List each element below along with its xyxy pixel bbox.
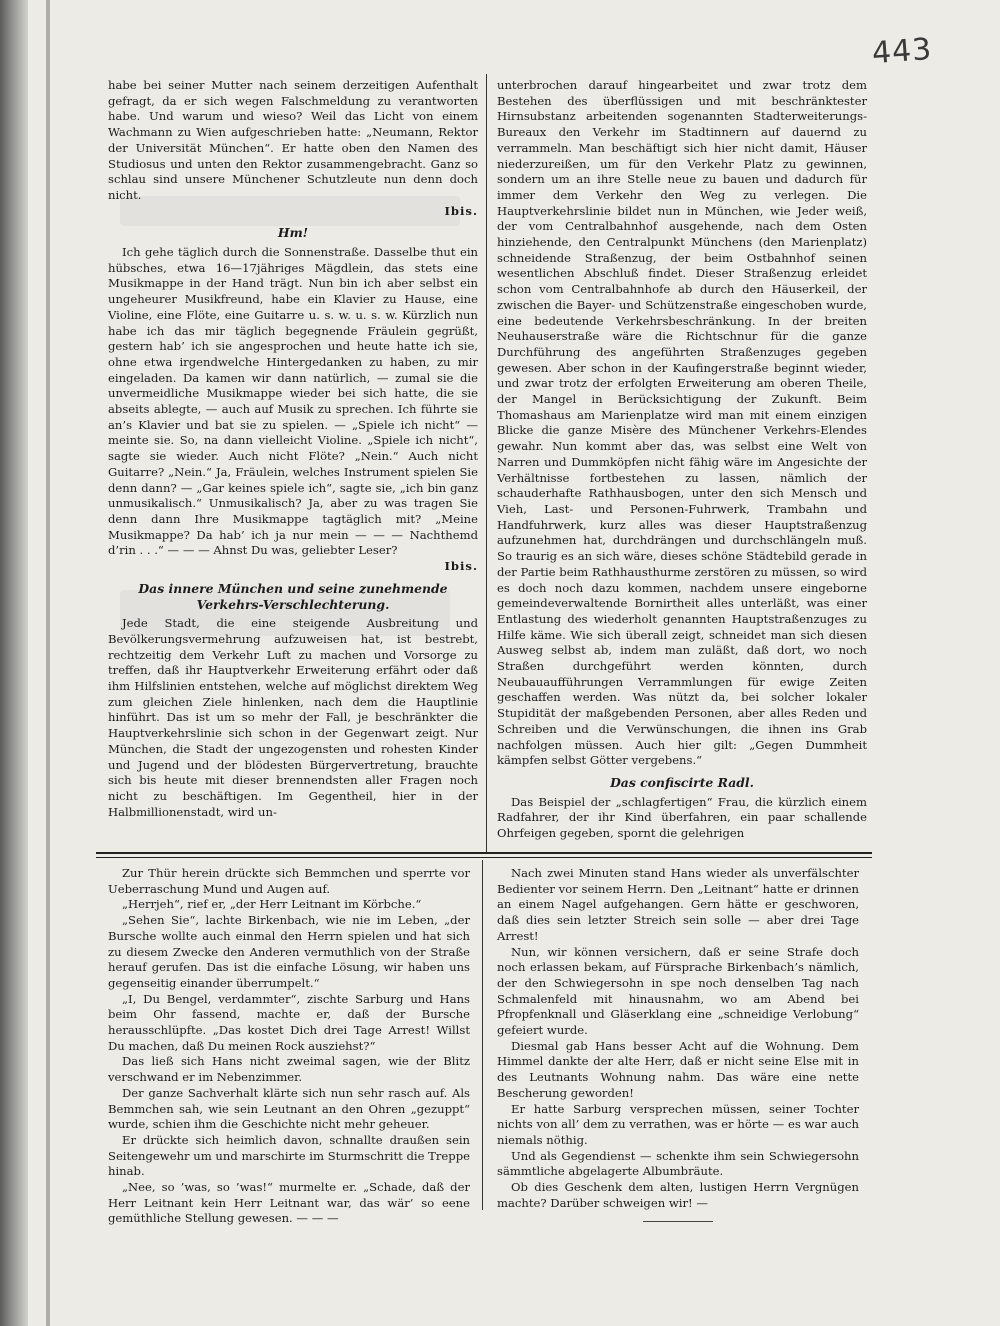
story-paragraph: Er hatte Sarburg versprechen müssen, seiner Tochter nichts von all’ dem zu verrathen, was er hörte — es war auch niemals nöthig. <box>497 1101 859 1147</box>
story-paragraph: Nun, wir können versichern, daß er seine Strafe doch noch erlassen bekam, auf Fürsprache Birkenbach’s nämlich, der den Schwiegersohn in spe noch denselben Tag nach Schmalenfeld mit hinausnahm, wo am Abend bei Pfropfenknall und Gläserklang eine „schneidige Verlobung“ gefeiert wurde. <box>497 944 859 1038</box>
story-paragraph: Zur Thür herein drückte sich Bemmchen und sperrte vor Ueberraschung Mund und Augen auf. <box>108 866 470 896</box>
handwritten-page-number: 443 <box>870 31 934 72</box>
story-paragraph: „Herrjeh“, rief er, „der Herr Leitnant im Körbche.“ <box>122 897 422 912</box>
article-heading: Das confiscirte Radl. <box>610 774 754 790</box>
column-divider <box>482 860 483 1210</box>
story-paragraph: Ob dies Geschenk dem alten, lustigen Herrn Vergnügen machte? Darüber schweigen wir! — <box>497 1180 859 1210</box>
story-paragraph: Das ließ sich Hans nicht zweimal sagen, wie der Blitz verschwand er im Nebenzimmer. <box>108 1054 470 1085</box>
story-paragraph: „Sehen Sie“, lachte Birkenbach, wie nie im Leben, „der Bursche wollte auch einmal den Herrn spielen und hat sich zu diesem Zwecke den Anderen vermuthlich von der Straße herauf gerufen. Das ist die einfache Lösung, wir haben uns gegenseitig einander überrumpelt.“ <box>108 913 470 990</box>
column-divider <box>486 74 487 852</box>
story-paragraph: „Nee, so ’was, so ’was!“ murmelte er. „Schade, daß der Herr Leitnant kein Herr Leitnant war, das wär’ so eene gemüthliche Stellung gewesen. — — — <box>108 1180 470 1226</box>
article-heading: Hm! <box>277 225 309 241</box>
article-paragraph: Das Beispiel der „schlagfertigen“ Frau, die kürzlich einem Radfahrer, der ihr Kind überfahren, ein paar schallende Ohrfeigen gegeben, spornt die gelehrigen <box>497 794 867 841</box>
scan-binding-edge <box>0 0 28 1326</box>
article-paragraph: unterbrochen darauf hingearbeitet und zwar trotz dem Bestehen des überflüssigen und mit beschränktester Hirnsubstanz arbeitenden sogenannten Stadterweiterungs-Bureaux den Verkehr im Stadtinnern auf dauernd zu verrammeln. Man beschäftigt sich hier nicht damit, Häuser niederzureißen, um für den Verkehr Platz zu gewinnen, sondern um an ihre Stelle neue zu bauen und dadurch für immer dem Verkehr den Weg zu verlegen. Die Hauptverkehrslinie bildet nun in München, wie Jeder weiß, der vom Centralbahnhof ausgehende, nach dem Osten hinziehende, den Centralpunkt Münchens (den Marienplatz) schneidende Straßenzug, der beim Ostbahnhof seinen wesentlichen Abschluß findet. Dieser Straßenzug erleidet schon vom Centralbahnhofe ab durch den Häuserkeil, der zwischen die Bayer- und Schützenstraße eingeschoben wurde, eine bedeutende Verkehrsbeschränkung. In der breiten Neuhauserstraße wäre die Richtschnur für die ganze Durchführung des angeführten Straßenzuges gegeben gewesen. Aber schon in der Kaufingerstraße beginnt wieder, und zwar trotz der erfolgten Erweiterung am oberen Theile, der Mangel in Berücksichtigung der Zukunft. Beim Thomashaus am Marienplatze wird man mit einem einzigen Blicke die ganze Misère des Münchener Verkehrs-Elendes gewahr. Nun kommt aber das, was selbst eine Welt von Narren und Dummköpfen nicht fähig wäre im Angesichte der Verhältnisse fortbestehen zu lassen, nämlich der schauderhafte Rathhausbogen, unter den sich Mensch und Vieh, Last- und Personen-Fuhrwerk, Trambahn und Handfuhrwerk, kurz alles was dieser Hauptstraßenzug aufzunehmen hat, durchdrängen und durchschlängeln muß. So traurig es an sich wäre, dieses schöne Städtebild gerade in der Partie beim Rathhausthurme zerstören zu müssen, so wird es doch noch dazu kommen, nachdem unsere eingeborne gemeindeverwaltende Bornirtheit alles unterläßt, was einer Entlastung des wiederholt genannten Hauptstraßenzuges zu Hilfe käme. Wie sich überall zeigt, schneidet man sich diesen Ausweg selbst ab, indem man zuläßt, daß dort, wo noch Straßen durchgeführt werden könnten, durch Neubauaufführungen Verrammlungen für ewige Zeiten geschaffen werden. Was nützt da, bei solcher lokaler Stupidität der maßgebenden Personen, aber alles Reden und Schreiben und die Verwünschungen, die ihnen ins Grab nachfolgen müssen. Auch hier gilt: „Gegen Dummheit kämpfen selbst Götter vergebens.“ <box>497 78 867 768</box>
story-paragraph: Diesmal gab Hans besser Acht auf die Wohnung. Dem Himmel dankte der alte Herr, daß er nicht seine Else mit in des Leutnants Wohnung nahm. Das wäre eine nette Bescherung geworden! <box>497 1038 859 1100</box>
story-paragraph: Nach zwei Minuten stand Hans wieder als unverfälschter Bedienter vor seinem Herrn. Den „Leitnant“ hatte er drinnen an einem Nagel aufgehangen. Gern hätte er geschworen, daß dies sein letzter Streich sein solle — aber drei Tage Arrest! <box>497 866 859 943</box>
article-heading: Das innere München und seine zunehmende Verkehrs-Verschlechterung. <box>138 580 448 612</box>
column-top-left <box>108 78 478 850</box>
story-paragraph: „I, Du Bengel, verdammter“, zischte Sarburg und Hans beim Ohr fassend, machte er, daß der Bursche herausschlüpfte. „Das kostet Dich drei Tage Arrest! Willst Du machen, daß Du meinen Rock ausziehst?“ <box>108 991 470 1053</box>
column-top-right <box>497 78 867 850</box>
article-paragraph: habe bei seiner Mutter nach seinem derzeitigen Aufenthalt gefragt, da er sich wegen Falschmeldung zu verantworten habe. Und warum und wieso? Weil das Licht von einem Wachmann zu Wien aufgeschrieben hatte: „Neumann, Rektor der Universität München“. Er hatte oben den Namen des Studiosus und unten den Rektor zusammengebracht. Ganz so schlau sind unsere Münchener Schutzleute nun denn doch nicht. <box>108 78 478 202</box>
article-paragraph: Jede Stadt, die eine steigende Ausbreitung und Bevölkerungsvermehrung aufzuweisen hat, ist bestrebt, rechtzeitig dem Verkehr Luft zu machen und Vorsorge zu treffen, daß ihr Hauptverkehr Erweiterung erfährt oder daß ihm Hilfslinien entstehen, welche auf möglichst direktem Weg zum gleichen Ziele hinlenken, nach dem die Hauptlinie hinführt. Das ist um so mehr der Fall, je beschränkter die Hauptverkehrslinie sich schon in der Gegenwart zeigt. Nur München, die Stadt der ungezogensten und rohesten Kinder und Jugend und der blödesten Bürgervertretung, brauchte sich bis heute mit dieser brennendsten aller Fragen noch nicht zu beschäftigen. Im Gegentheil, hier in der Halbmillionenstadt, wird un- <box>108 616 478 819</box>
page-fold-line <box>46 0 50 1326</box>
signature: Ibis. <box>444 559 478 574</box>
section-divider <box>96 852 872 858</box>
story-paragraph: Er drückte sich heimlich davon, schnallte draußen sein Seitengewehr um und marschirte im Sturmschritt die Treppe hinab. <box>108 1132 470 1179</box>
column-bottom-right <box>497 866 859 1210</box>
story-paragraph: Der ganze Sachverhalt klärte sich nun sehr rasch auf. Als Bemmchen sah, wie sein Leutnant an den Ohren „gezuppt“ wurde, schien ihm die Geschichte nicht mehr geheuer. <box>108 1085 470 1132</box>
article-paragraph: Ich gehe täglich durch die Sonnenstraße. Dasselbe thut ein hübsches, etwa 16—17jähriges Mägdlein, das stets eine Musikmappe in der Hand trägt. Nun bin ich aber selbst ein ungeheurer Musikfreund, habe ein Klavier zu Hause, eine Violine, eine Flöte, eine Guitarre u. s. w. u. s. w. Kürzlich nun habe ich das mir täglich begegnende Fräulein gegrüßt, gestern hab’ ich sie angesprochen und heute hatte ich sie, ohne etwa irgendwelche Hintergedanken zu haben, zu mir eingeladen. Da kamen wir dann natürlich, — zumal sie die unvermeidliche Musikmappe wieder bei sich hatte, die sie abseits ablegte, — auch auf Musik zu sprechen. Ich führte sie an’s Klavier und bat sie zu spielen. — „Spiele ich nicht“ — meinte sie. So, na dann vielleicht Violine. „Spiele ich nicht“, sagte sie wieder. Auch nicht Flöte? „Nein.“ Auch nicht Guitarre? „Nein.“ Ja, Fräulein, welches Instrument spielen Sie denn dann? — „Gar keines spiele ich“, sagte sie, „ich bin ganz unmusikalisch.“ Unmusikalisch? Ja, aber zu was tragen Sie denn dann Ihre Musikmappe tagtäglich mit? „Meine Musikmappe? Da hab’ ich ja nur mein — — — Nachthemd d’rin . . .“ — — — Ahnst Du was, geliebter Leser? <box>108 245 478 558</box>
story-paragraph: Und als Gegendienst — schenkte ihm sein Schwiegersohn sämmtliche abgelagerte Albumbräute. <box>497 1148 859 1179</box>
end-rule <box>643 1221 713 1222</box>
column-bottom-left <box>108 866 470 1226</box>
signature: Ibis. <box>444 203 478 218</box>
